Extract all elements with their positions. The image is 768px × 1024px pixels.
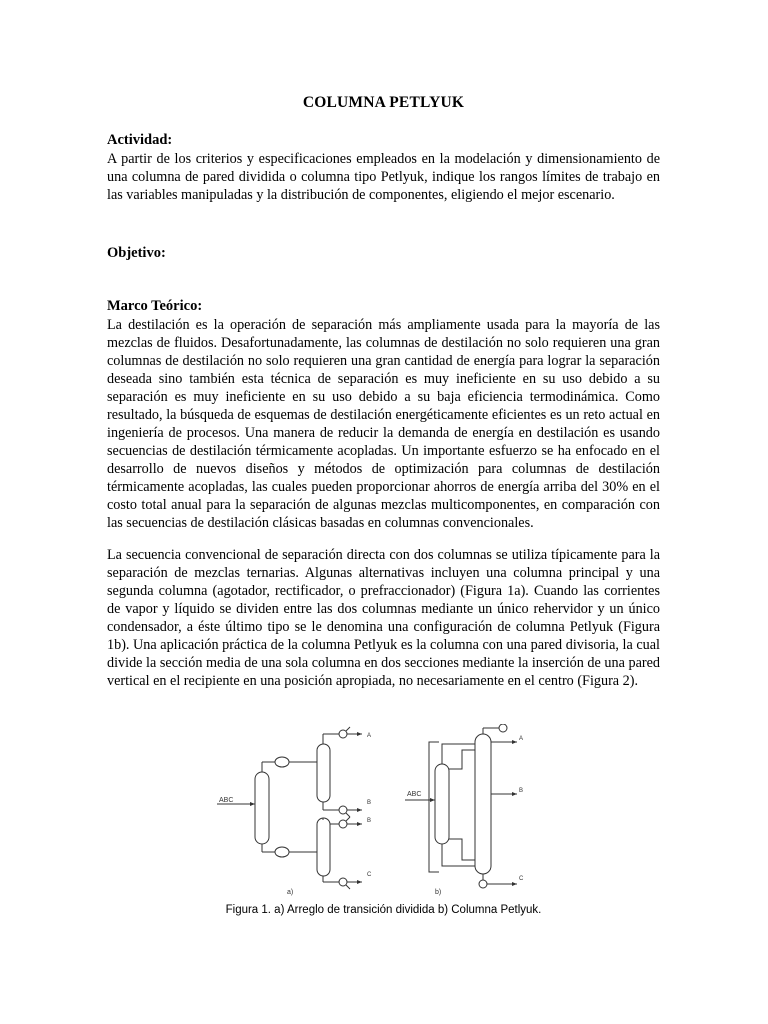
marco-teorico-paragraph-1: La destilación es la operación de separación más ampliamente usada para la mayoría de las mezclas de fluidos. Desafortunadamente, las columnas de destilación no solo requieren una gran columnas de destilación no solo requieren una gran cantidad de energía para lograr la separación deseada sino también esta técnica de separación es muy ineficiente en su uso debido a su separación es muy ineficiente en su uso debido a su baja eficiencia termodinámica. Como resultado, la búsqueda de esquemas de destilación energéticamente eficientes es un reto actual en ingeniería de procesos. Una manera de reducir la demanda de energía en destilación es usando secuencias de destilación térmicamente acopladas. Un importante esfuerzo se ha enfocado en el desarrollo de nuevos diseños y métodos de optimización para columnas de destilación térmicamente acopladas, las cuales pueden proporcionar ahorros de energía arriba del 30% en el costo total anual para la separación de algunas mezclas multicomponentes, en comparación con las secuencias de destilación clásicas basadas en columnas convencionales.: [107, 317, 660, 531]
figure-label-b: b): [435, 889, 442, 896]
figure-label-a: a): [287, 889, 294, 896]
stream-a-mid2-label: B: [367, 818, 372, 824]
stream-a-top-label: A: [367, 733, 372, 739]
marco-teorico-paragraph-2: La secuencia convencional de separación directa con dos columnas se utiliza típicamente para la separación de mezclas ternarias. Algunas alternativas incluyen una columna principal y una segunda columna (agotador, rectificador, o prefraccionador) (Figura 1a). Cuando las corrientes de vapor y líquido se dividen entre las dos columnas mediante un único rehervidor y un único condensador, a éste último tipo se le denomina una configuración de columna Petlyuk (Figura 1b). Una aplicación práctica de la columna Petlyuk es la columna con una pared divisoria, la cual divide la sección media de una sola columna en dos secciones mediante la inserción de una pared vertical en el recipiente en una posición apropiada, no necesariamente en el centro (Figura 2).: [107, 547, 660, 689]
objetivo-heading: Objetivo:: [107, 245, 166, 261]
figure-caption: Figura 1. a) Arreglo de transición dividida b) Columna Petlyuk.: [225, 904, 542, 916]
figure-1-diagram: [217, 724, 557, 896]
stream-a-mid-label: B: [367, 800, 372, 806]
diagram-a: [217, 727, 372, 896]
feed-label-b: ABC: [407, 791, 422, 798]
page-title: COLUMNA PETLYUK: [302, 94, 465, 111]
diagram-b: [405, 724, 524, 896]
actividad-heading: Actividad:: [107, 132, 173, 148]
stream-b-bottom-label: C: [519, 876, 524, 882]
stream-a-bottom-label: C: [367, 872, 372, 878]
actividad-paragraph: A partir de los criterios y especificaciones empleados en la modelación y dimensionamiento de una columna de pared dividida o columna tipo Petlyuk, indique los rangos límites de trabajo en las variables manipuladas y la distribución de componentes, eligiendo el mejor escenario.: [107, 151, 660, 203]
stream-b-mid-label: B: [519, 788, 524, 794]
stream-b-top-label: A: [519, 736, 524, 742]
feed-label-a: ABC: [219, 797, 234, 804]
marco-teorico-heading: Marco Teórico:: [107, 298, 203, 314]
